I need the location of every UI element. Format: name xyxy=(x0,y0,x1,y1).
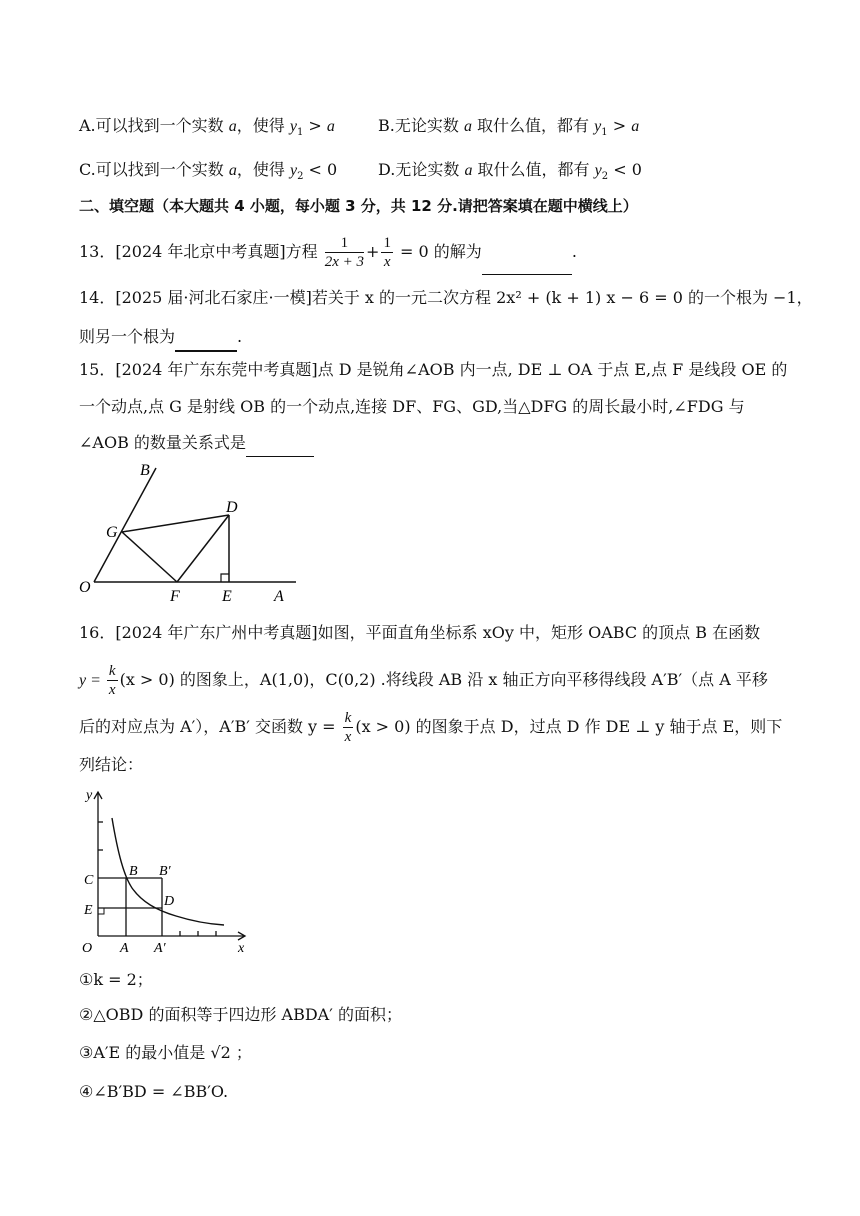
conclusion-3: ③A′E 的最小值是 √2 ； xyxy=(79,1043,252,1062)
label-x-axis: x xyxy=(238,941,245,954)
right-angle-mark-e xyxy=(98,908,104,914)
question-15-line3: ∠AOB 的数量关系式是 xyxy=(79,432,314,457)
segment-fd xyxy=(177,515,229,582)
label-d: D xyxy=(164,894,175,909)
label-f: F xyxy=(170,588,180,604)
geometry-figure-15 xyxy=(76,458,306,604)
question-15-line2: 一个动点,点 G 是射线 OB 的一个动点,连接 DF、FG、GD,当△DFG 的周长最小时,∠FDG 与 xyxy=(79,397,745,416)
right-angle-mark xyxy=(221,574,229,582)
question-14-line1: 14．[2025 届·河北石家庄·一模]若关于 x 的一元二次方程 2x² + (k + 1) x − 6 = 0 的一个根为 −1， xyxy=(79,288,813,307)
answer-blank-14[interactable] xyxy=(175,328,237,352)
label-b: B xyxy=(140,462,150,479)
label-e: E xyxy=(84,903,93,918)
ray-ob xyxy=(94,468,156,582)
section-heading: 二、填空题（本大题共 4 小题，每小题 3 分，共 12 分.请把答案填在题中横线上） xyxy=(79,197,638,215)
question-15-line1: 15．[2024 年广东东莞中考真题]点 D 是锐角∠AOB 内一点, DE ⊥ OA 于点 E,点 F 是线段 OE 的 xyxy=(79,360,788,379)
label-y-axis: y xyxy=(86,788,93,803)
coordinate-figure-16 xyxy=(76,784,256,954)
answer-blank-15[interactable] xyxy=(246,434,314,457)
question-16-line4: 列结论： xyxy=(79,755,144,774)
question-16-line1: 16．[2024 年广东广州中考真题]如图，平面直角坐标系 xOy 中，矩形 OABC 的顶点 B 在函数 xyxy=(79,623,761,642)
label-c: C xyxy=(84,873,94,888)
label-g: G xyxy=(106,524,118,541)
label-b-prime: B′ xyxy=(159,864,171,879)
label-a: A xyxy=(120,941,129,954)
label-a: A xyxy=(274,588,284,604)
label-e: E xyxy=(222,588,232,604)
conclusion-2: ②△OBD 的面积等于四边形 ABDA′ 的面积； xyxy=(79,1005,402,1024)
label-o: O xyxy=(79,579,91,596)
option-d: D.无论实数 a 取什么值，都有 $y_2 < 0$ xyxy=(378,160,642,182)
question-13: 13．[2024 年北京中考真题]方程 $\frac{1}{2x + 3}$ + $\frac{1}{x}$ = 0 的解为 . xyxy=(79,232,577,275)
label-o: O xyxy=(82,941,93,954)
segment-gf xyxy=(122,532,177,582)
question-14-line2: 则另一个根为 . xyxy=(79,326,242,352)
conclusion-1: ①k = 2； xyxy=(79,970,153,989)
option-c: C.可以找到一个实数 a，使得 $y_2 < 0$ xyxy=(79,160,338,182)
option-b: B.无论实数 a 取什么值，都有 $y_1 > a$ xyxy=(378,116,640,138)
fraction-1: $\frac{1}{2x + 3}$ xyxy=(324,235,365,270)
label-a-prime: A′ xyxy=(154,941,166,954)
label-d: D xyxy=(226,499,238,516)
option-a: A.可以找到一个实数 a，使得 $y_1 > a$ xyxy=(79,116,335,138)
segment-gd xyxy=(122,515,229,532)
fraction-k-over-x: $\frac{k}{x}$ xyxy=(108,663,116,698)
label-b: B xyxy=(129,864,138,879)
question-16-line2: y = $\frac{k}{x}$ (x > 0) 的图象上，A(1,0)，C(0,2) .将线段 AB 沿 x 轴正方向平移得线段 A′B′（点 A 平移 xyxy=(79,663,768,698)
answer-blank-13[interactable] xyxy=(482,234,572,275)
conclusion-4: ④∠B′BD = ∠BB′O. xyxy=(79,1082,229,1101)
fraction-2: $\frac{1}{x}$ xyxy=(383,235,391,270)
fraction-k-over-x-2: $\frac{k}{x}$ xyxy=(344,710,352,745)
question-16-line3: 后的对应点为 A′），A′B′ 交函数 y = $\frac{k}{x}$ (x > 0) 的图象于点 D，过点 D 作 DE ⊥ y 轴于点 E，则下 xyxy=(79,710,783,745)
